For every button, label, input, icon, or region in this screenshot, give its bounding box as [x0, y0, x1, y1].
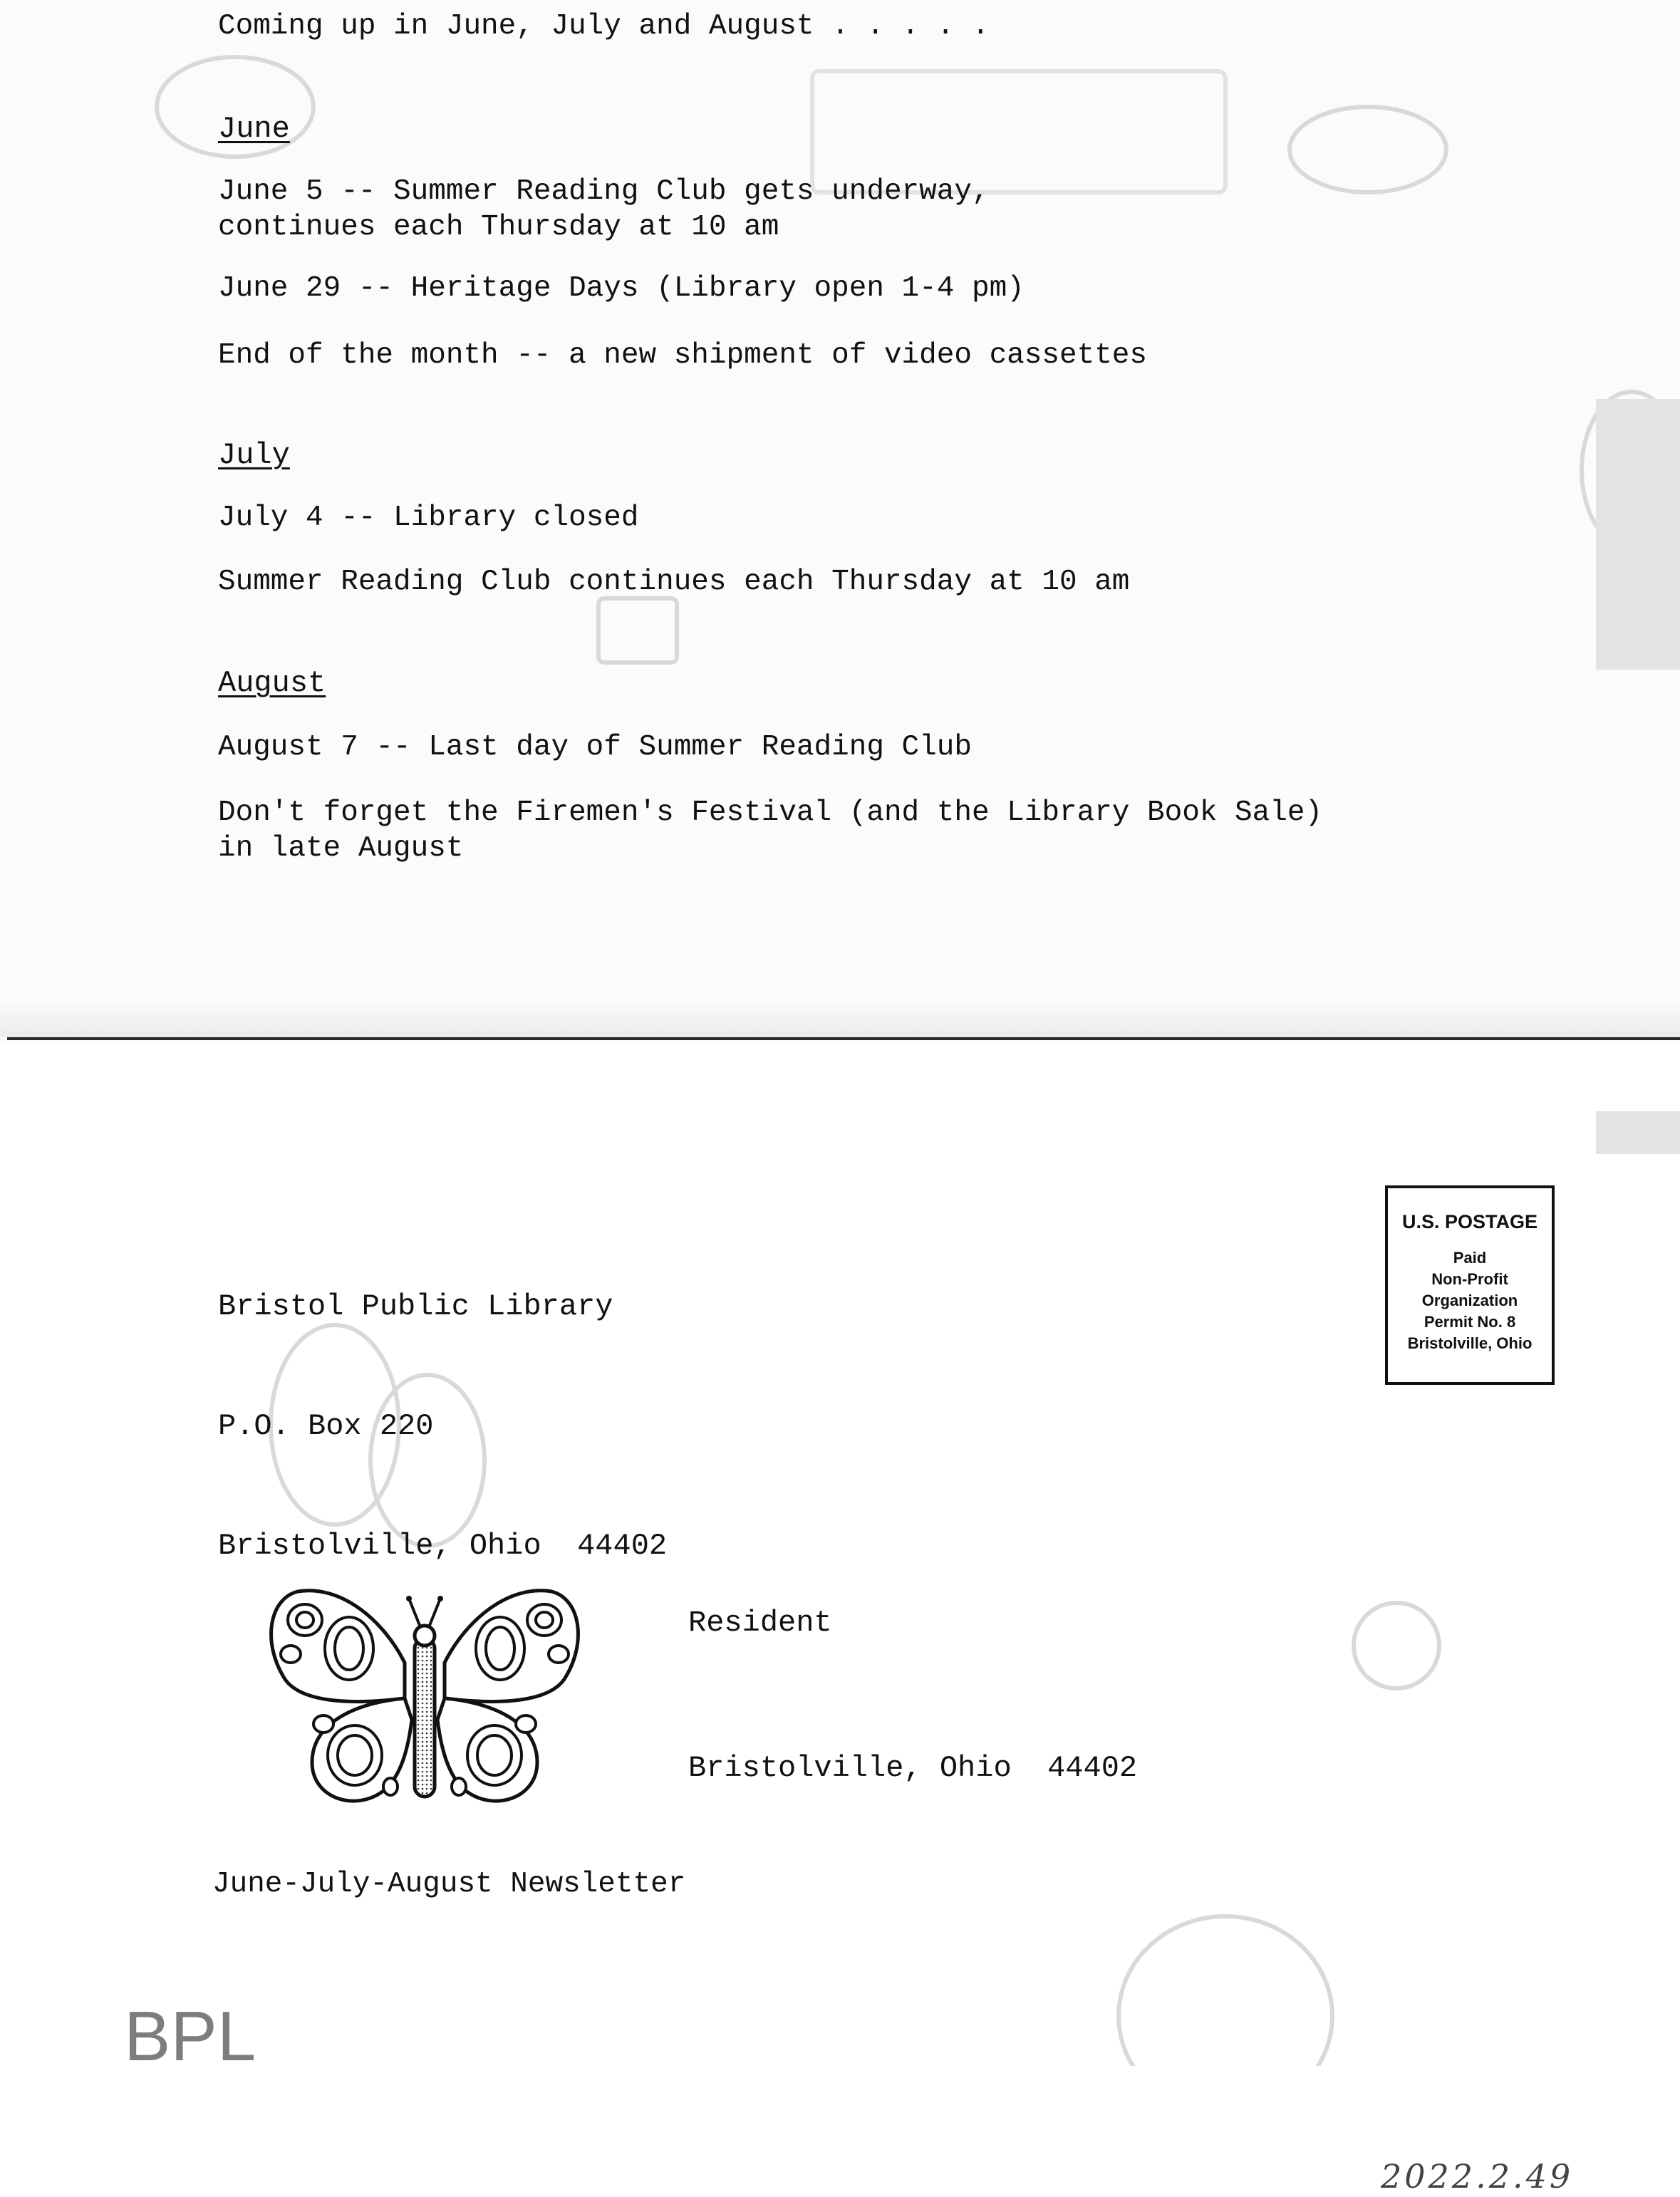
postage-line: Permit No. 8 [1424, 1313, 1516, 1331]
newsletter-title: June-July-August Newsletter [212, 1868, 686, 1901]
month-heading-august: August [218, 666, 326, 700]
month-heading-july: July [218, 438, 290, 472]
butterfly-icon [262, 1577, 587, 1815]
sender-box: P.O. Box 220 [218, 1409, 434, 1443]
fold-line [7, 1037, 1680, 1040]
postage-line: U.S. POSTAGE [1401, 1211, 1538, 1232]
event-item: July 4 -- Library closed [218, 502, 639, 534]
intro-line: Coming up in June, July and August . . . . . [218, 10, 990, 43]
sender-name: Bristol Public Library [218, 1289, 613, 1324]
event-item: Summer Reading Club continues each Thursday at 10 am [218, 566, 1130, 598]
event-item: End of the month -- a new shipment of video cassettes [218, 339, 1148, 372]
event-item: June 29 -- Heritage Days (Library open 1-4 pm) [218, 272, 1025, 305]
bpl-watermark: BPL [124, 1997, 256, 2075]
postage-line: Paid [1453, 1249, 1487, 1267]
recipient-city: Bristolville, Ohio 44402 [688, 1751, 1138, 1785]
recipient-address [688, 1502, 1137, 1889]
sender-city: Bristolville, Ohio 44402 [218, 1529, 668, 1563]
event-item: June 5 -- Summer Reading Club gets underway, continues each Thursday at 10 am [218, 175, 990, 244]
postage-indicia [1385, 1185, 1555, 1385]
event-item: August 7 -- Last day of Summer Reading Club [218, 731, 972, 764]
postage-line: Organization [1421, 1292, 1518, 1309]
postage-line: Bristolville, Ohio [1407, 1334, 1533, 1352]
postage-line: Non-Profit [1431, 1270, 1508, 1288]
month-heading-june: June [218, 112, 290, 146]
recipient-name: Resident [688, 1606, 832, 1640]
event-item: Don't forget the Firemen's Festival (and the Library Book Sale) in late August [218, 796, 1323, 865]
accession-number: 2022.2.49 [1381, 2157, 1574, 2196]
